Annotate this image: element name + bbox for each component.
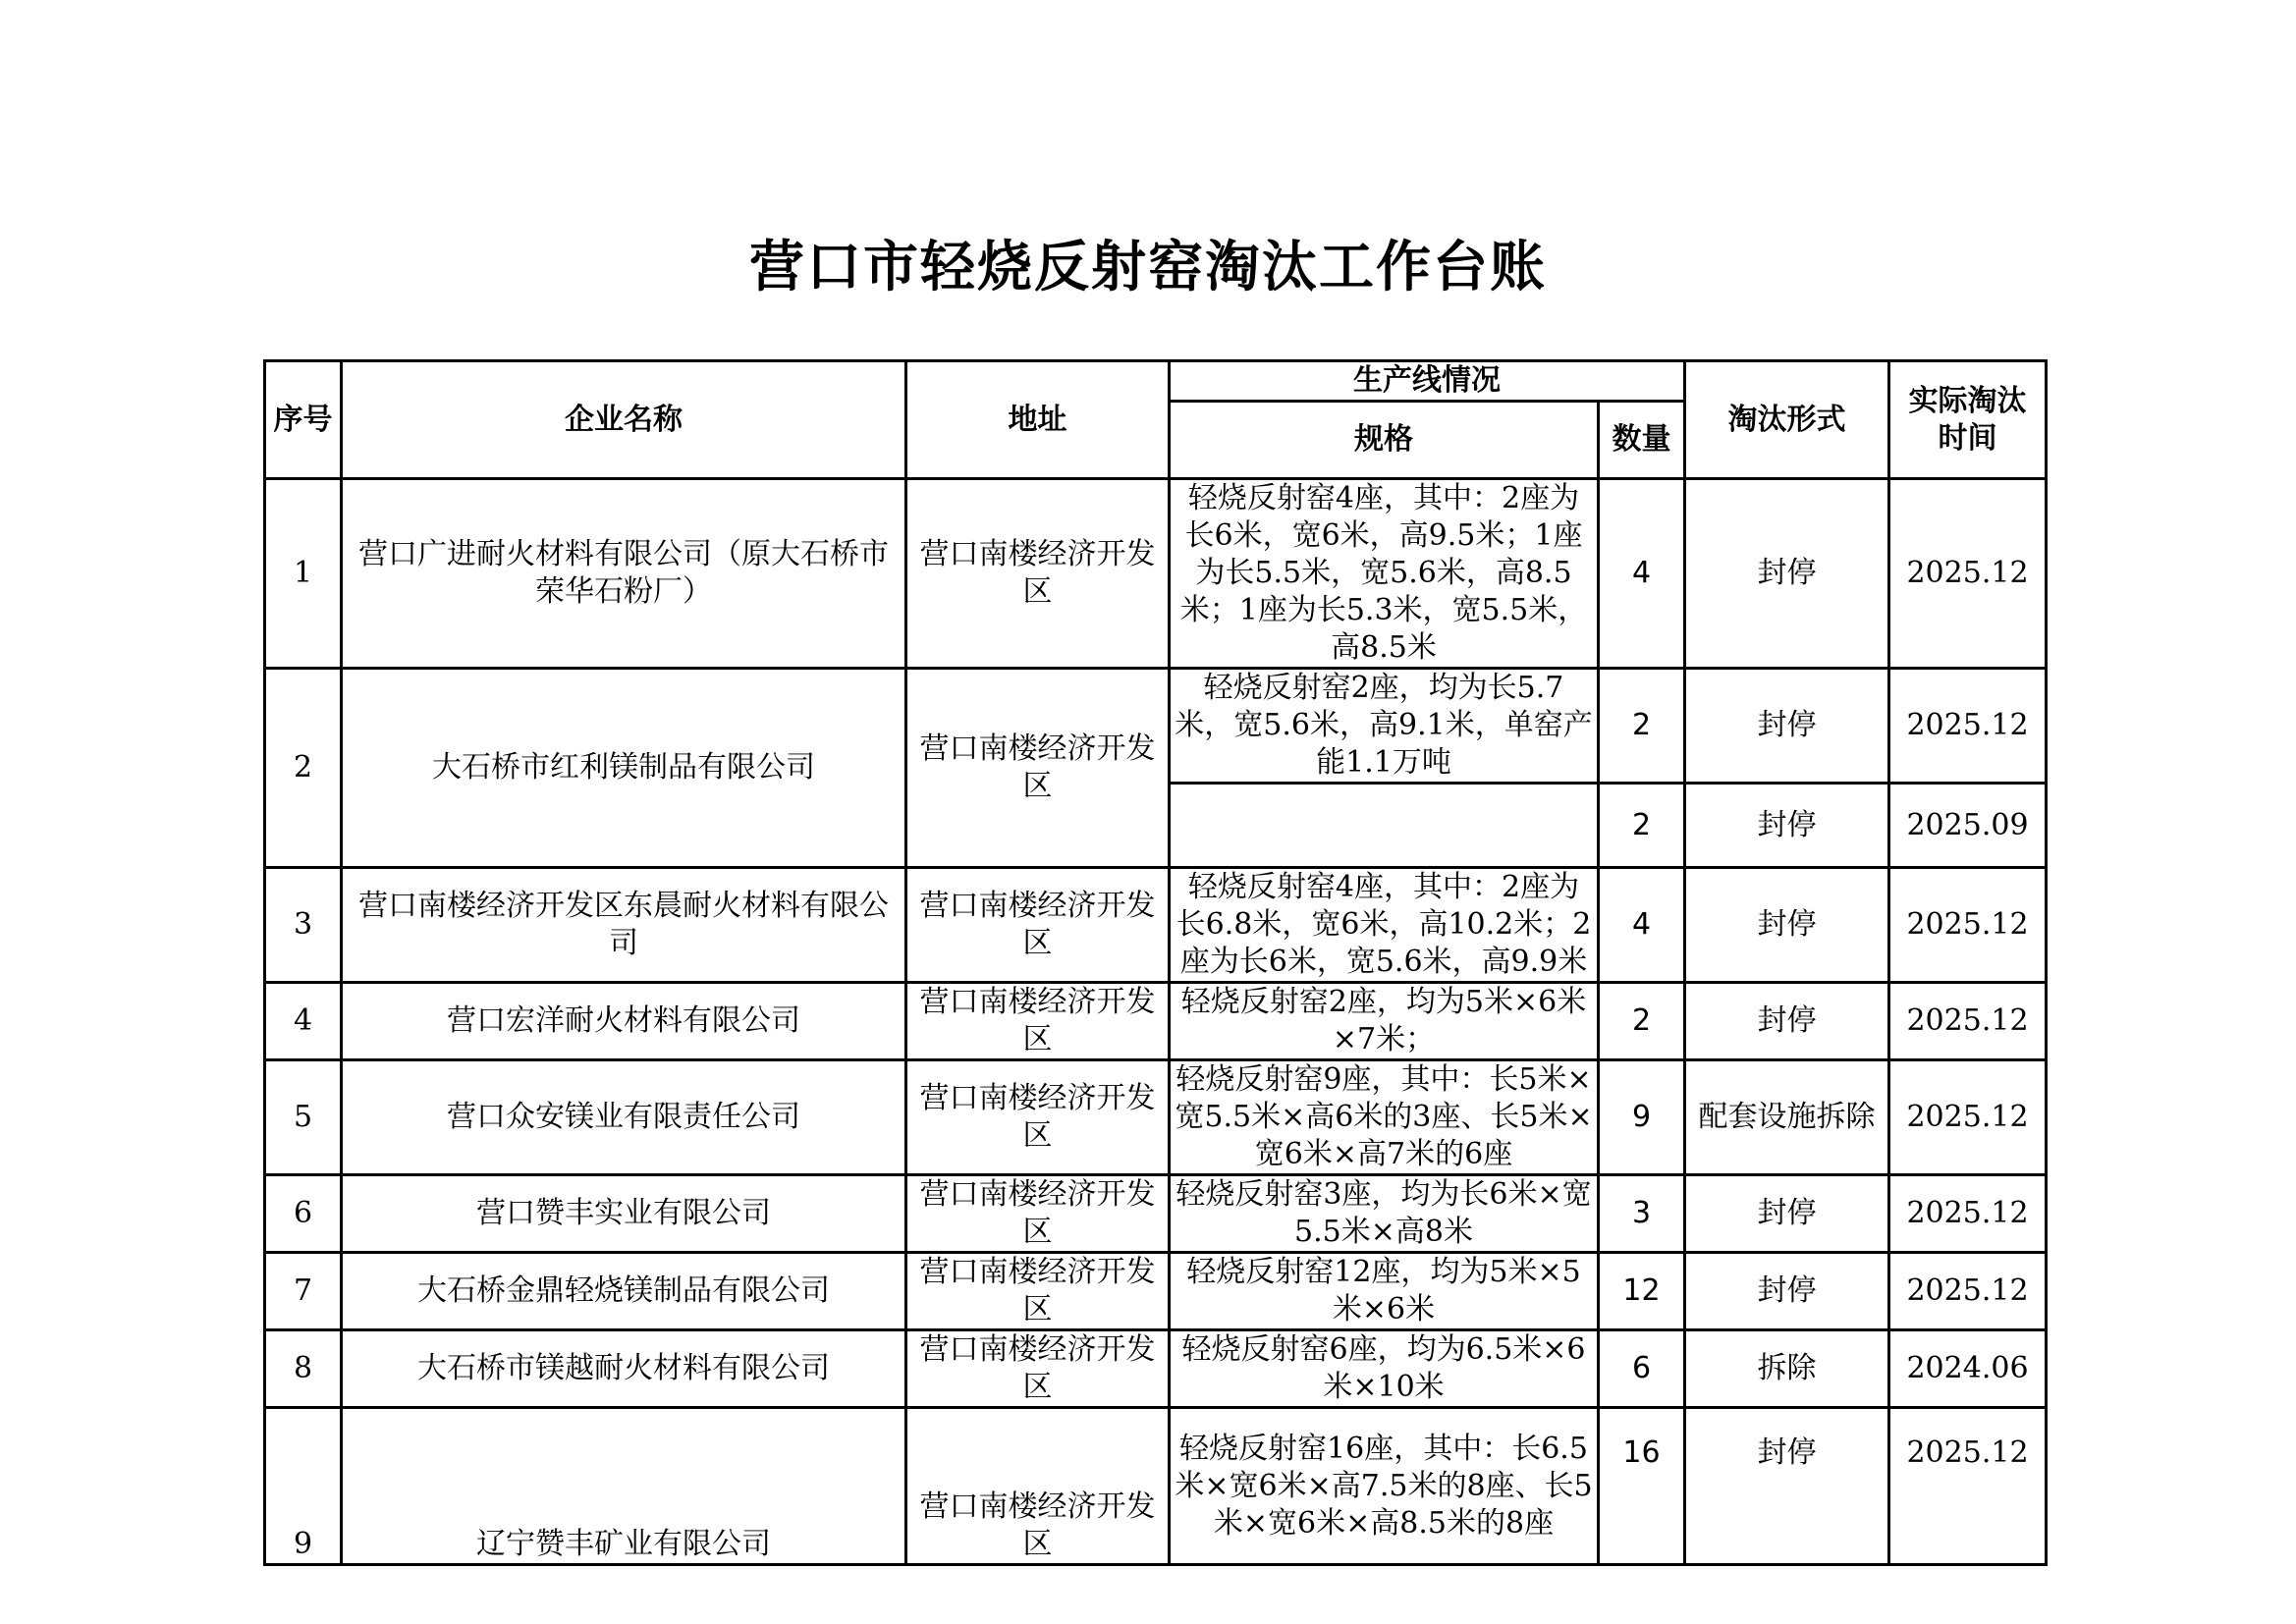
row-spec: 轻烧反射窑4座，其中：2座为长6.8米，宽6米，高10.2米；2座为长6米，宽5.6米，高9.9米 bbox=[1170, 868, 1599, 983]
row-time: 2025.12 bbox=[1889, 1408, 2047, 1565]
row-method: 封停 bbox=[1685, 479, 1889, 669]
header-seq: 序号 bbox=[265, 361, 342, 479]
header-time: 实际淘汰时间 bbox=[1889, 361, 2047, 479]
row-method: 封停 bbox=[1685, 868, 1889, 983]
row-company: 大石桥金鼎轻烧镁制品有限公司 bbox=[342, 1253, 906, 1330]
row-method: 拆除 bbox=[1685, 1330, 1889, 1408]
header-row-1 bbox=[265, 361, 2047, 402]
header-company: 企业名称 bbox=[342, 361, 906, 479]
table-viewport bbox=[261, 357, 2049, 1561]
row-spec bbox=[1170, 784, 1599, 868]
header-spec: 规格 bbox=[1170, 402, 1599, 479]
table-row bbox=[265, 1060, 2047, 1175]
header-method: 淘汰形式 bbox=[1685, 361, 1889, 479]
row-time: 2025.12 bbox=[1889, 868, 2047, 983]
row-time: 2025.12 bbox=[1889, 1060, 2047, 1175]
table-row bbox=[265, 1408, 2047, 1565]
row-company: 辽宁赞丰矿业有限公司 bbox=[342, 1408, 906, 1565]
row-qty: 2 bbox=[1599, 784, 1685, 868]
row-method: 封停 bbox=[1685, 669, 1889, 784]
row-seq: 1 bbox=[265, 479, 342, 669]
row-seq: 7 bbox=[265, 1253, 342, 1330]
row-company: 大石桥市红利镁制品有限公司 bbox=[342, 669, 906, 868]
row-time: 2025.09 bbox=[1889, 784, 2047, 868]
row-spec: 轻烧反射窑2座，均为5米×6米×7米； bbox=[1170, 983, 1599, 1060]
table-row bbox=[265, 868, 2047, 983]
row-time: 2024.06 bbox=[1889, 1330, 2047, 1408]
row-method: 封停 bbox=[1685, 1253, 1889, 1330]
row-address: 营口南楼经济开发区 bbox=[906, 669, 1170, 868]
row-method: 封停 bbox=[1685, 983, 1889, 1060]
header-production: 生产线情况 bbox=[1170, 361, 1685, 402]
row-qty: 3 bbox=[1599, 1175, 1685, 1253]
header-qty: 数量 bbox=[1599, 402, 1685, 479]
table-row bbox=[265, 1175, 2047, 1253]
row-seq: 4 bbox=[265, 983, 342, 1060]
row-seq: 2 bbox=[265, 669, 342, 868]
header-address: 地址 bbox=[906, 361, 1170, 479]
table-row bbox=[265, 1253, 2047, 1330]
row-spec: 轻烧反射窑3座，均为长6米×宽5.5米×高8米 bbox=[1170, 1175, 1599, 1253]
row-method: 封停 bbox=[1685, 784, 1889, 868]
row-qty: 6 bbox=[1599, 1330, 1685, 1408]
row-method: 封停 bbox=[1685, 1175, 1889, 1253]
row-qty: 12 bbox=[1599, 1253, 1685, 1330]
row-seq: 9 bbox=[265, 1408, 342, 1565]
row-spec: 轻烧反射窑12座，均为5米×5米×6米 bbox=[1170, 1253, 1599, 1330]
kiln-ledger-table bbox=[263, 359, 2048, 1566]
table-row bbox=[265, 1330, 2047, 1408]
row-method: 配套设施拆除 bbox=[1685, 1060, 1889, 1175]
row-method: 封停 bbox=[1685, 1408, 1889, 1565]
row-address: 营口南楼经济开发区 bbox=[906, 983, 1170, 1060]
row-address: 营口南楼经济开发区 bbox=[906, 1175, 1170, 1253]
row-address: 营口南楼经济开发区 bbox=[906, 1060, 1170, 1175]
row-time: 2025.12 bbox=[1889, 1175, 2047, 1253]
row-seq: 3 bbox=[265, 868, 342, 983]
row-company: 营口赞丰实业有限公司 bbox=[342, 1175, 906, 1253]
row-time: 2025.12 bbox=[1889, 1253, 2047, 1330]
row-time: 2025.12 bbox=[1889, 479, 2047, 669]
row-spec: 轻烧反射窑16座，其中：长6.5米×宽6米×高7.5米的8座、长5米×宽6米×高8.5米的8座 bbox=[1170, 1408, 1599, 1565]
row-spec: 轻烧反射窑9座，其中：长5米×宽5.5米×高6米的3座、长5米×宽6米×高7米的6座 bbox=[1170, 1060, 1599, 1175]
row-time: 2025.12 bbox=[1889, 983, 2047, 1060]
row-qty: 16 bbox=[1599, 1408, 1685, 1565]
row-qty: 4 bbox=[1599, 479, 1685, 669]
table-row bbox=[265, 479, 2047, 669]
row-spec: 轻烧反射窑4座，其中：2座为长6米，宽6米，高9.5米；1座为长5.5米，宽5.6米，高8.5米；1座为长5.3米，宽5.5米，高8.5米 bbox=[1170, 479, 1599, 669]
document-title: 营口市轻烧反射窑淘汰工作台账 bbox=[749, 236, 1547, 299]
row-company: 营口南楼经济开发区东晨耐火材料有限公司 bbox=[342, 868, 906, 983]
row-address: 营口南楼经济开发区 bbox=[906, 479, 1170, 669]
row-company: 营口众安镁业有限责任公司 bbox=[342, 1060, 906, 1175]
row-spec: 轻烧反射窑2座，均为长5.7米，宽5.6米，高9.1米，单窑产能1.1万吨 bbox=[1170, 669, 1599, 784]
row-seq: 6 bbox=[265, 1175, 342, 1253]
row-qty: 9 bbox=[1599, 1060, 1685, 1175]
table-row bbox=[265, 669, 2047, 784]
row-company: 大石桥市镁越耐火材料有限公司 bbox=[342, 1330, 906, 1408]
row-address: 营口南楼经济开发区 bbox=[906, 1330, 1170, 1408]
row-address: 营口南楼经济开发区 bbox=[906, 1253, 1170, 1330]
row-address: 营口南楼经济开发区 bbox=[906, 1408, 1170, 1565]
row-company: 营口宏洋耐火材料有限公司 bbox=[342, 983, 906, 1060]
row-qty: 2 bbox=[1599, 983, 1685, 1060]
row-address: 营口南楼经济开发区 bbox=[906, 868, 1170, 983]
row-qty: 4 bbox=[1599, 868, 1685, 983]
row-seq: 8 bbox=[265, 1330, 342, 1408]
row-seq: 5 bbox=[265, 1060, 342, 1175]
row-company: 营口广进耐火材料有限公司（原大石桥市荣华石粉厂） bbox=[342, 479, 906, 669]
table-row bbox=[265, 983, 2047, 1060]
row-spec: 轻烧反射窑6座，均为6.5米×6米×10米 bbox=[1170, 1330, 1599, 1408]
row-qty: 2 bbox=[1599, 669, 1685, 784]
row-time: 2025.12 bbox=[1889, 669, 2047, 784]
